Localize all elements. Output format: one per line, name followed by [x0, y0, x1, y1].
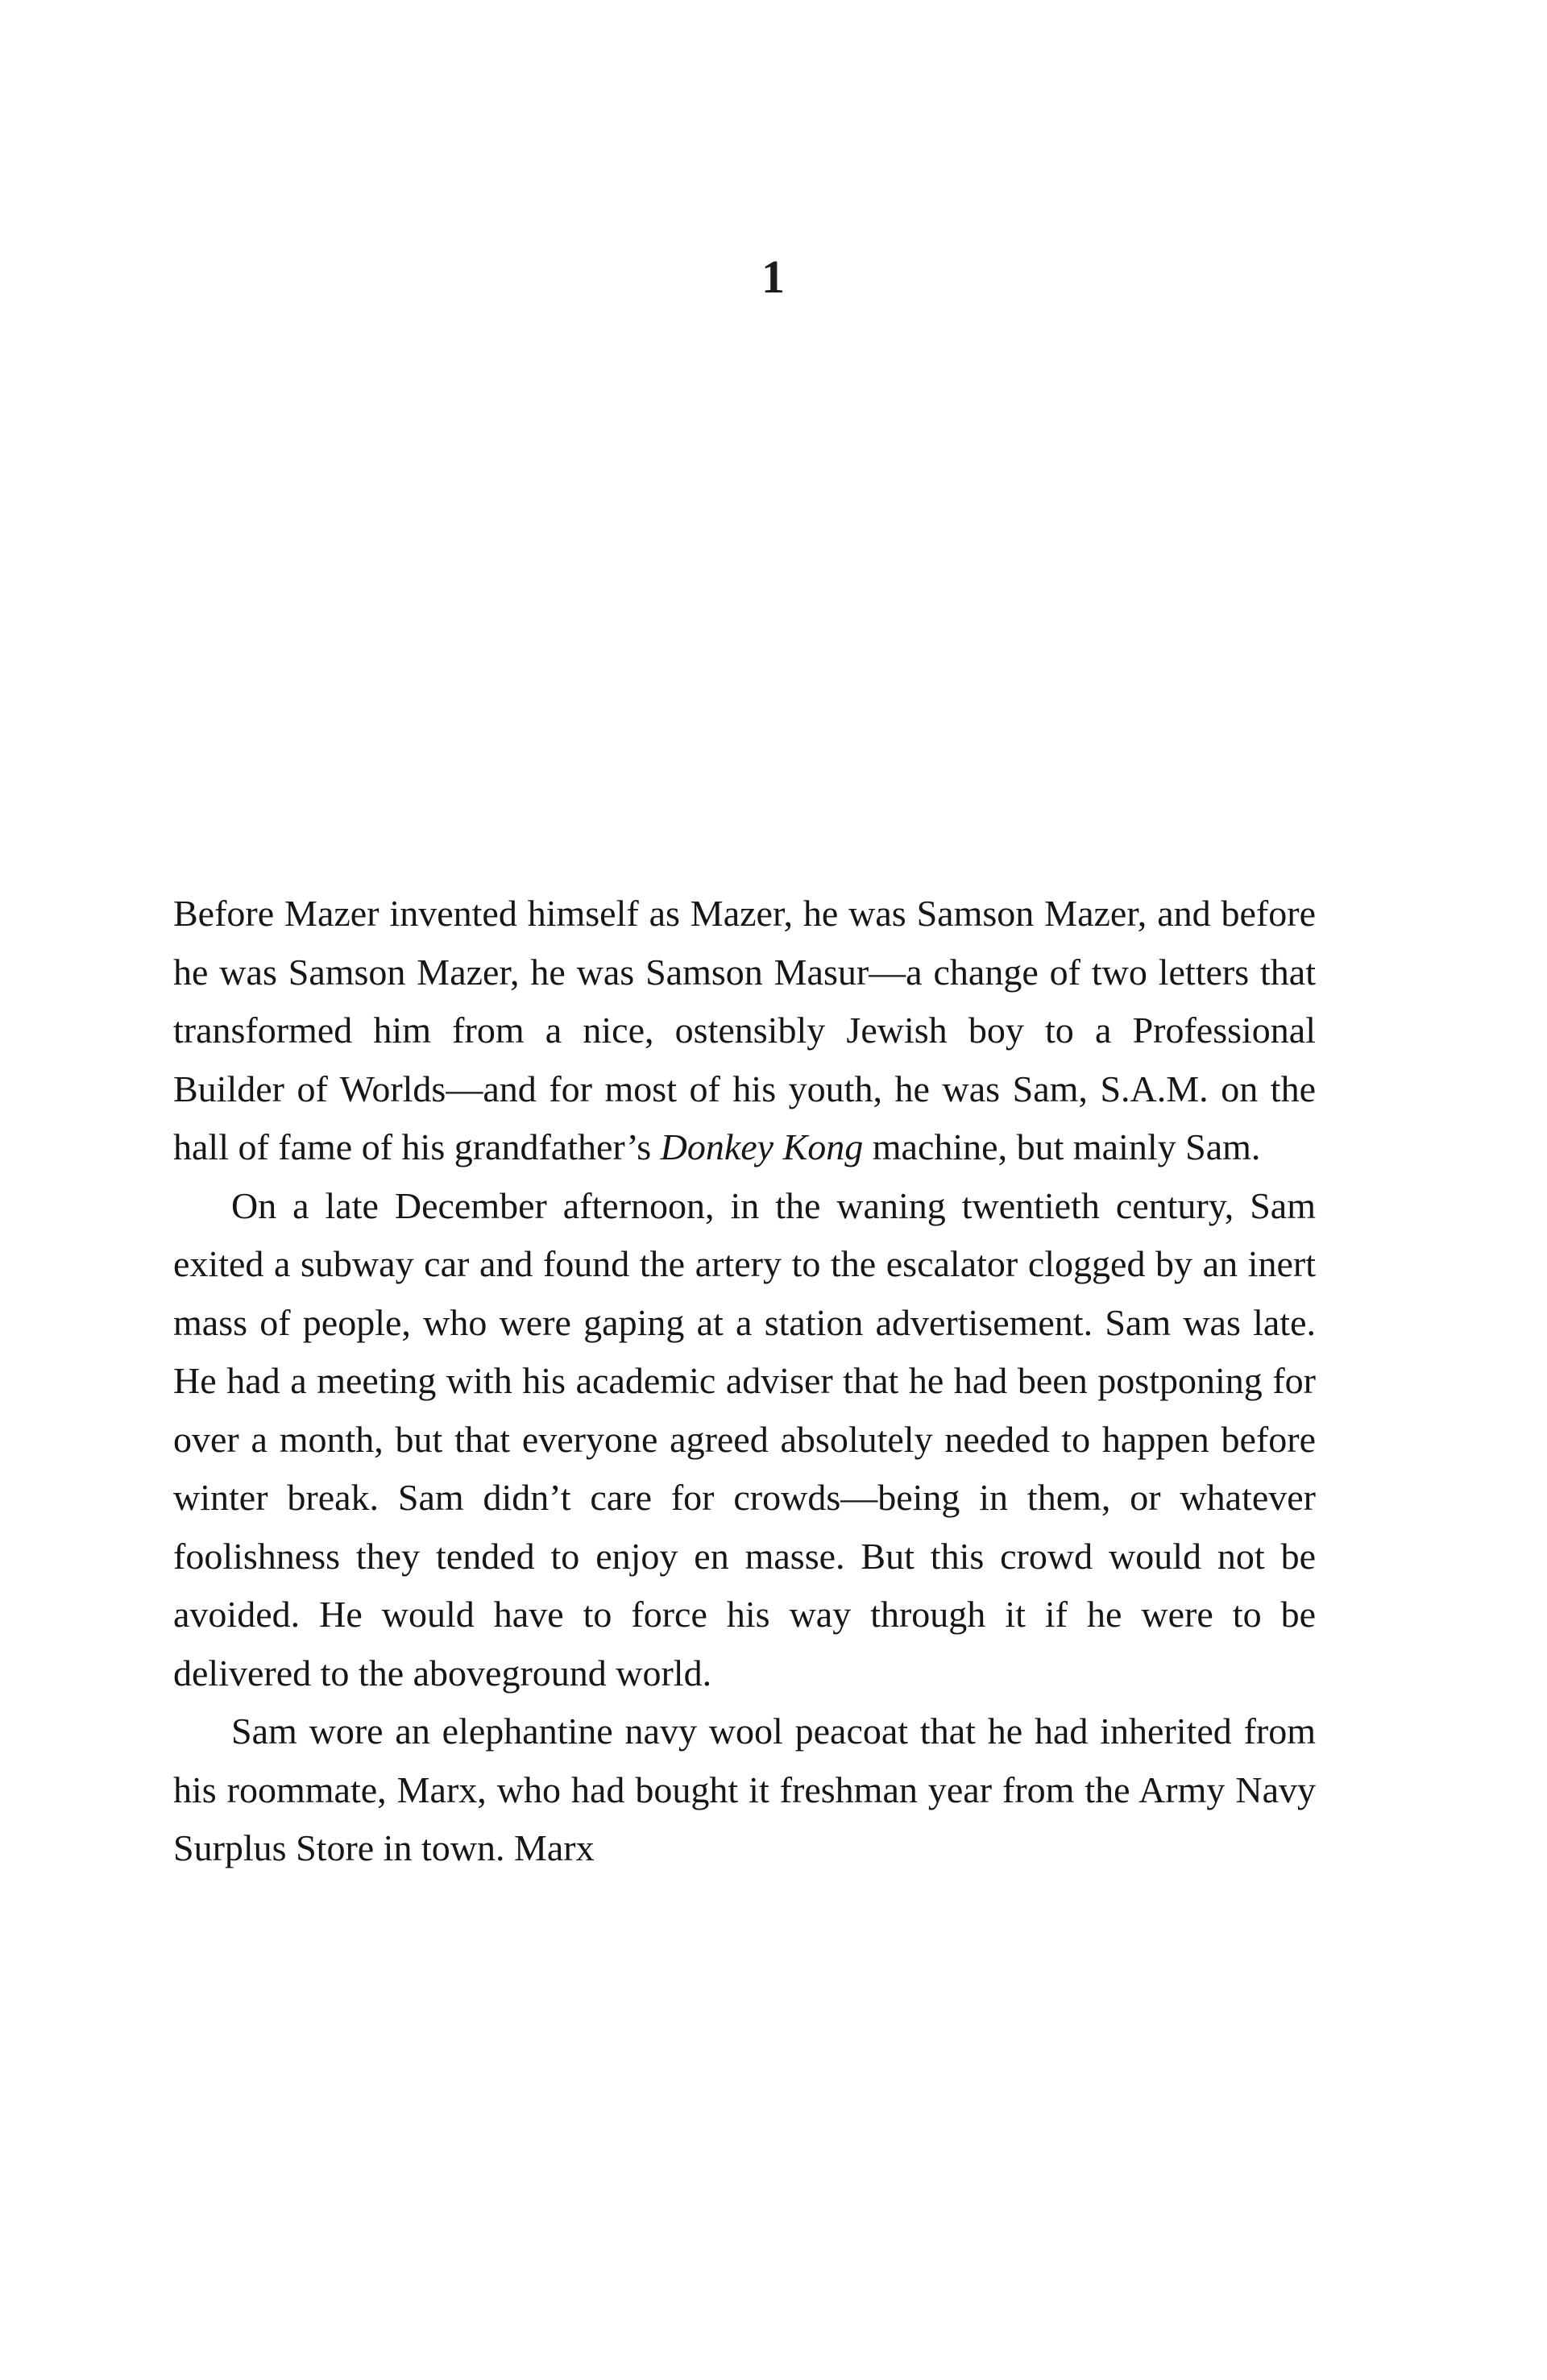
paragraph	[173, 885, 1316, 1177]
paragraph-text: machine, but mainly Sam.	[863, 1126, 1261, 1167]
paragraph: On a late December afternoon, in the waning twentieth century, Sam exited a subway car and found the artery to the escalator clogged by an inert mass of people, who were gaping at a station advertisement. Sam was late. He had a meeting with his academic adviser that he had been postponing for over a month, but that everyone agreed absolutely needed to happen before winter break. Sam didn’t care for crowds—being in them, or whatever foolishness they tended to enjoy en masse. But this crowd would not be avoided. He would have to force his way through it if he were to be delivered to the aboveground world.	[173, 1184, 1316, 1694]
paragraph: Sam wore an elephantine navy wool peacoat that he had inherited from his roommate, Marx, who had bought it freshman year from the Army Navy Surplus Store in town. Marx	[173, 1710, 1316, 1868]
body-text	[173, 885, 1316, 1878]
chapter-number: 1	[761, 251, 786, 303]
paragraph-text: Before Mazer invented himself as Mazer, he was Samson Mazer, and before he was Samson Mazer, he was Samson Masur—a change of two letters that transformed him from a nice, ostensibly Jewish boy to a Professional Builder of Worlds—and for most of his youth, he was Sam, S.A.M. on the hall of fame of his grandfather’s	[173, 893, 1316, 1167]
book-title-italic: Donkey Kong	[660, 1126, 864, 1167]
